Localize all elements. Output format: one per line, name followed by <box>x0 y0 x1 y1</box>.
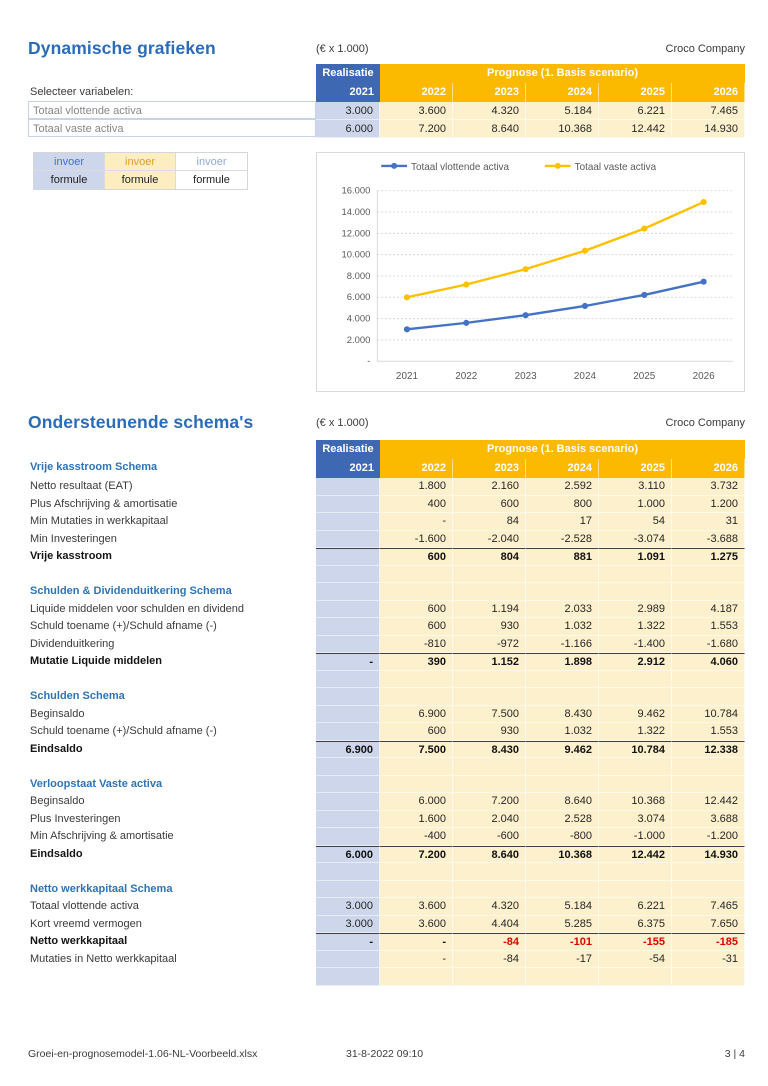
schema-row-label: Mutatie Liquide middelen <box>30 655 163 667</box>
value-cell: -84 <box>453 951 526 969</box>
value-cell: -1.400 <box>599 636 672 654</box>
value-cell: -31 <box>672 951 745 969</box>
value-cell: 8.640 <box>526 793 599 811</box>
value-cell: 31 <box>672 513 745 531</box>
value-cell: 400 <box>380 496 453 514</box>
value-cell: 8.640 <box>453 120 526 138</box>
legend-invoer-3: invoer <box>176 153 247 171</box>
y-tick-label: 8.000 <box>346 269 371 281</box>
data-point-marker <box>701 199 707 205</box>
value-cell: 12.338 <box>672 741 745 759</box>
value-cell: 84 <box>453 513 526 531</box>
value-cell: 3.600 <box>380 102 453 120</box>
value-cell: 600 <box>380 723 453 741</box>
value-cell: 12.442 <box>599 846 672 864</box>
year-header-2022: 2022 <box>380 459 453 478</box>
schema-row-label: Schuld toename (+)/Schuld afname (-) <box>30 620 217 632</box>
schema-row-label: Mutaties in Netto werkkapitaal <box>30 952 177 965</box>
value-cell: 6.221 <box>599 102 672 120</box>
value-cell: -1.166 <box>526 636 599 654</box>
page-title-dynamic-charts: Dynamische grafieken <box>28 38 216 58</box>
y-tick-label: 12.000 <box>341 227 371 239</box>
value-cell <box>453 583 526 601</box>
value-cell <box>672 688 745 706</box>
value-cell <box>599 863 672 881</box>
value-cell <box>316 513 380 531</box>
value-cell: 7.465 <box>672 898 745 916</box>
company-name: Croco Company <box>665 417 745 429</box>
schema-row-label: Plus Investeringen <box>30 812 121 825</box>
value-cell: 6.000 <box>316 120 380 138</box>
data-point-marker <box>582 248 588 254</box>
value-cell: 3.000 <box>316 898 380 916</box>
value-cell: 7.500 <box>453 706 526 724</box>
value-cell: 2.912 <box>599 653 672 671</box>
legend-invoer-1: invoer <box>34 153 105 171</box>
value-cell: 3.000 <box>316 102 380 120</box>
units-label: (€ x 1.000) <box>316 417 369 429</box>
value-cell <box>316 671 380 689</box>
schema-section-title: Vrije kasstroom Schema <box>30 461 158 473</box>
value-cell <box>672 758 745 776</box>
value-cell: - <box>380 951 453 969</box>
value-cell <box>672 671 745 689</box>
y-tick-label: - <box>367 355 371 367</box>
value-cell <box>380 776 453 794</box>
value-cell: - <box>380 933 453 951</box>
schema-row-label: Netto werkkapitaal <box>30 935 128 947</box>
x-tick-label: 2024 <box>573 371 596 383</box>
value-cell: 7.500 <box>380 741 453 759</box>
value-cell: 2.160 <box>453 478 526 496</box>
value-cell: - <box>316 933 380 951</box>
value-cell <box>316 793 380 811</box>
series-line <box>407 202 704 297</box>
value-cell <box>526 881 599 899</box>
table-corner <box>28 64 316 83</box>
value-cell: 3.688 <box>672 811 745 829</box>
value-cell <box>672 881 745 899</box>
value-cell: 4.060 <box>672 653 745 671</box>
value-cell: 804 <box>453 548 526 566</box>
year-header-2026: 2026 <box>672 459 745 478</box>
value-cell <box>672 583 745 601</box>
value-cell: - <box>316 653 380 671</box>
data-point-marker <box>582 303 588 309</box>
schema-row-label: Dividenduitkering <box>30 637 115 650</box>
x-tick-label: 2025 <box>633 371 656 383</box>
schema-row-label: Netto resultaat (EAT) <box>30 480 133 492</box>
prognose-header: Prognose (1. Basis scenario) <box>380 440 745 459</box>
value-cell <box>672 776 745 794</box>
value-cell: 6.000 <box>380 793 453 811</box>
value-cell: 1.898 <box>526 653 599 671</box>
value-cell: 2.033 <box>526 601 599 619</box>
value-cell: 5.285 <box>526 916 599 934</box>
value-cell: 2.592 <box>526 478 599 496</box>
schema-row-label: Min Mutaties in werkkapitaal <box>30 515 169 527</box>
value-cell: 7.200 <box>380 120 453 138</box>
y-tick-label: 4.000 <box>346 312 371 324</box>
year-header-2023: 2023 <box>453 459 526 478</box>
value-cell <box>316 811 380 829</box>
value-cell <box>316 863 380 881</box>
value-cell <box>526 758 599 776</box>
value-cell: 390 <box>380 653 453 671</box>
value-cell <box>380 688 453 706</box>
schema-row-label: Eindsaldo <box>30 742 83 755</box>
schema-section-title: Netto werkkapitaal Schema <box>30 882 173 895</box>
value-cell <box>672 968 745 986</box>
value-cell: -155 <box>599 933 672 951</box>
value-cell <box>526 863 599 881</box>
value-cell <box>526 776 599 794</box>
value-cell: 930 <box>453 618 526 636</box>
value-cell: 3.000 <box>316 916 380 934</box>
value-cell: 5.184 <box>526 102 599 120</box>
value-cell: -810 <box>380 636 453 654</box>
value-cell <box>316 688 380 706</box>
value-cell <box>453 671 526 689</box>
x-tick-label: 2023 <box>514 371 537 383</box>
year-header-2024: 2024 <box>526 459 599 478</box>
value-cell: 4.404 <box>453 916 526 934</box>
value-cell <box>526 968 599 986</box>
value-cell: 1.032 <box>526 723 599 741</box>
value-cell: -800 <box>526 828 599 846</box>
value-cell: 6.375 <box>599 916 672 934</box>
value-cell <box>599 881 672 899</box>
value-cell: 7.465 <box>672 102 745 120</box>
variable-select-1[interactable]: Totaal vlottende activa <box>28 101 316 119</box>
value-cell <box>380 758 453 776</box>
legend-formule-2: formule <box>105 171 176 189</box>
units-label: (€ x 1.000) <box>316 43 369 55</box>
prognose-header: Prognose (1. Basis scenario) <box>380 64 745 83</box>
value-cell: 1.275 <box>672 548 745 566</box>
value-cell: -2.528 <box>526 531 599 549</box>
value-cell: 10.784 <box>672 706 745 724</box>
value-cell: 1.800 <box>380 478 453 496</box>
value-cell <box>453 968 526 986</box>
value-cell: 4.320 <box>453 102 526 120</box>
y-tick-label: 16.000 <box>341 184 371 196</box>
year-header-2023: 2023 <box>453 83 526 102</box>
value-cell <box>316 776 380 794</box>
spacer-label <box>28 968 316 986</box>
value-cell: -54 <box>599 951 672 969</box>
value-cell <box>453 566 526 584</box>
data-point-marker <box>404 294 410 300</box>
line-chart <box>316 152 745 392</box>
legend-invoer-2: invoer <box>105 153 176 171</box>
value-cell: 6.900 <box>380 706 453 724</box>
value-cell: -185 <box>672 933 745 951</box>
value-cell: -600 <box>453 828 526 846</box>
value-cell: 600 <box>380 548 453 566</box>
schema-row-label: Liquide middelen voor schulden en dividend <box>30 602 245 615</box>
value-cell: 10.368 <box>599 793 672 811</box>
value-cell: 7.200 <box>380 846 453 864</box>
year-header-2022: 2022 <box>380 83 453 102</box>
print-footer <box>28 1048 745 1062</box>
value-cell: 17 <box>526 513 599 531</box>
value-cell <box>380 968 453 986</box>
value-cell: -101 <box>526 933 599 951</box>
value-cell <box>316 828 380 846</box>
value-cell: 8.640 <box>453 846 526 864</box>
value-cell: 881 <box>526 548 599 566</box>
schema-row-label: Vrije kasstroom <box>30 550 112 562</box>
section2-header <box>28 412 745 438</box>
company-name: Croco Company <box>665 43 745 55</box>
value-cell: -1.680 <box>672 636 745 654</box>
value-cell: -3.688 <box>672 531 745 549</box>
value-cell <box>380 863 453 881</box>
value-cell <box>453 863 526 881</box>
value-cell <box>316 968 380 986</box>
page-title-supporting-schemas: Ondersteunende schema's <box>28 412 254 432</box>
value-cell <box>599 566 672 584</box>
value-cell <box>453 688 526 706</box>
value-cell: 6.221 <box>599 898 672 916</box>
select-variables-label: Selecteer variabelen: <box>30 86 134 98</box>
realisatie-header: Realisatie <box>316 64 380 83</box>
schema-row-label: Totaal vlottende activa <box>30 900 139 912</box>
data-point-marker <box>641 226 647 232</box>
value-cell: 600 <box>380 618 453 636</box>
value-cell <box>453 881 526 899</box>
value-cell: -2.040 <box>453 531 526 549</box>
x-tick-label: 2022 <box>455 371 478 383</box>
value-cell <box>316 601 380 619</box>
value-cell: 1.553 <box>672 618 745 636</box>
value-cell: 1.000 <box>599 496 672 514</box>
value-cell <box>599 671 672 689</box>
spacer-label <box>28 863 316 881</box>
value-cell <box>380 583 453 601</box>
schema-row-label: Beginsaldo <box>30 795 85 807</box>
value-cell: 1.194 <box>453 601 526 619</box>
value-cell <box>599 583 672 601</box>
value-cell <box>526 671 599 689</box>
value-cell: 3.074 <box>599 811 672 829</box>
value-cell <box>316 496 380 514</box>
value-cell <box>526 688 599 706</box>
value-cell <box>453 776 526 794</box>
value-cell: 14.930 <box>672 846 745 864</box>
spacer-label <box>28 566 316 584</box>
value-cell: -17 <box>526 951 599 969</box>
value-cell: 1.322 <box>599 723 672 741</box>
value-cell: 1.091 <box>599 548 672 566</box>
data-point-marker <box>523 266 529 272</box>
value-cell: 10.368 <box>526 120 599 138</box>
value-cell <box>672 863 745 881</box>
value-cell <box>526 566 599 584</box>
legend-formule-3: formule <box>176 171 247 189</box>
value-cell: 600 <box>453 496 526 514</box>
value-cell: 3.110 <box>599 478 672 496</box>
value-cell: 10.368 <box>526 846 599 864</box>
schema-section-title: Schulden Schema <box>30 690 125 702</box>
x-tick-label: 2021 <box>395 371 418 383</box>
schema-row-label: Beginsaldo <box>30 707 85 720</box>
value-cell <box>316 723 380 741</box>
value-cell: 5.184 <box>526 898 599 916</box>
schema-section-title: Schulden & Dividenduitkering Schema <box>30 585 232 597</box>
schema-row-label: Min Investeringen <box>30 532 117 545</box>
value-cell: 1.553 <box>672 723 745 741</box>
value-cell: -400 <box>380 828 453 846</box>
value-cell <box>316 881 380 899</box>
schema-section-title: Verloopstaat Vaste activa <box>30 777 163 790</box>
year-header-2025: 2025 <box>599 83 672 102</box>
value-cell: 14.930 <box>672 120 745 138</box>
y-tick-label: 14.000 <box>341 205 371 217</box>
value-cell <box>316 548 380 566</box>
value-cell <box>599 688 672 706</box>
footer-datetime: 31-8-2022 09:10 <box>346 1048 424 1060</box>
value-cell <box>316 478 380 496</box>
legend-series-label: Totaal vlottende activa <box>411 161 510 173</box>
value-cell <box>380 671 453 689</box>
value-cell <box>316 583 380 601</box>
year-header-2026: 2026 <box>672 83 745 102</box>
data-point-marker <box>701 279 707 285</box>
value-cell: -1.200 <box>672 828 745 846</box>
value-cell: 12.442 <box>672 793 745 811</box>
value-cell: 6.000 <box>316 846 380 864</box>
legend-marker-dot <box>391 163 397 169</box>
value-cell: 4.187 <box>672 601 745 619</box>
data-point-marker <box>463 320 469 326</box>
value-cell: -84 <box>453 933 526 951</box>
value-cell: 10.784 <box>599 741 672 759</box>
value-cell: 12.442 <box>599 120 672 138</box>
spacer-label <box>28 758 316 776</box>
value-cell: 2.040 <box>453 811 526 829</box>
value-cell: 7.200 <box>453 793 526 811</box>
legend-marker-dot <box>555 163 561 169</box>
value-cell <box>316 758 380 776</box>
value-cell: -3.074 <box>599 531 672 549</box>
value-cell <box>672 566 745 584</box>
value-cell: 4.320 <box>453 898 526 916</box>
realisatie-header: Realisatie <box>316 440 380 459</box>
value-cell: 3.600 <box>380 898 453 916</box>
year-header-2021: 2021 <box>316 459 380 478</box>
value-cell: - <box>380 513 453 531</box>
value-cell: 2.528 <box>526 811 599 829</box>
schema-row-label: Plus Afschrijving & amortisatie <box>30 497 178 510</box>
schema-row-label: Kort vreemd vermogen <box>30 917 142 930</box>
value-cell <box>380 881 453 899</box>
value-cell: -1.600 <box>380 531 453 549</box>
y-tick-label: 2.000 <box>346 333 371 345</box>
value-cell: 7.650 <box>672 916 745 934</box>
value-cell: -1.000 <box>599 828 672 846</box>
value-cell <box>453 758 526 776</box>
variable-select-2[interactable]: Totaal vaste activa <box>28 119 316 137</box>
x-tick-label: 2026 <box>692 371 715 383</box>
value-cell: 1.032 <box>526 618 599 636</box>
value-cell: 8.430 <box>453 741 526 759</box>
value-cell <box>380 566 453 584</box>
value-cell <box>316 636 380 654</box>
year-header-2024: 2024 <box>526 83 599 102</box>
data-point-marker <box>641 292 647 298</box>
legend-series-label: Totaal vaste activa <box>574 161 657 173</box>
value-cell: 1.600 <box>380 811 453 829</box>
value-cell: 9.462 <box>526 741 599 759</box>
value-cell <box>316 706 380 724</box>
legend-formule-1: formule <box>34 171 105 189</box>
table-corner <box>28 440 316 459</box>
value-cell: 1.322 <box>599 618 672 636</box>
year-header-2021: 2021 <box>316 83 380 102</box>
data-point-marker <box>463 281 469 287</box>
value-cell: 1.200 <box>672 496 745 514</box>
value-cell: 3.600 <box>380 916 453 934</box>
value-cell <box>316 531 380 549</box>
year-header-2025: 2025 <box>599 459 672 478</box>
value-cell: 9.462 <box>599 706 672 724</box>
chart-canvas <box>317 153 744 391</box>
variable-selector-table <box>28 64 745 138</box>
value-cell: 2.989 <box>599 601 672 619</box>
value-cell: 3.732 <box>672 478 745 496</box>
value-cell: 1.152 <box>453 653 526 671</box>
value-cell <box>526 583 599 601</box>
value-cell: 600 <box>380 601 453 619</box>
value-cell: 6.900 <box>316 741 380 759</box>
value-cell <box>599 776 672 794</box>
data-point-marker <box>404 326 410 332</box>
schema-row-label: Eindsaldo <box>30 847 83 860</box>
value-cell <box>316 618 380 636</box>
footer-filename: Groei-en-prognosemodel-1.06-NL-Voorbeeld.xlsx <box>28 1048 258 1060</box>
value-cell <box>599 758 672 776</box>
y-tick-label: 10.000 <box>341 248 371 260</box>
y-tick-label: 6.000 <box>346 291 371 303</box>
supporting-schemas-table <box>28 440 745 986</box>
value-cell: 930 <box>453 723 526 741</box>
footer-page-number: 3 | 4 <box>724 1048 745 1060</box>
cell-type-legend <box>33 152 248 190</box>
value-cell <box>599 968 672 986</box>
schema-row-label: Schuld toename (+)/Schuld afname (-) <box>30 725 217 737</box>
value-cell: 800 <box>526 496 599 514</box>
spacer-label <box>28 671 316 689</box>
value-cell <box>316 566 380 584</box>
value-cell: 54 <box>599 513 672 531</box>
data-point-marker <box>523 312 529 318</box>
schema-row-label: Min Afschrijving & amortisatie <box>30 830 174 842</box>
value-cell: -972 <box>453 636 526 654</box>
section1-header <box>28 38 745 64</box>
value-cell: 8.430 <box>526 706 599 724</box>
value-cell <box>316 951 380 969</box>
